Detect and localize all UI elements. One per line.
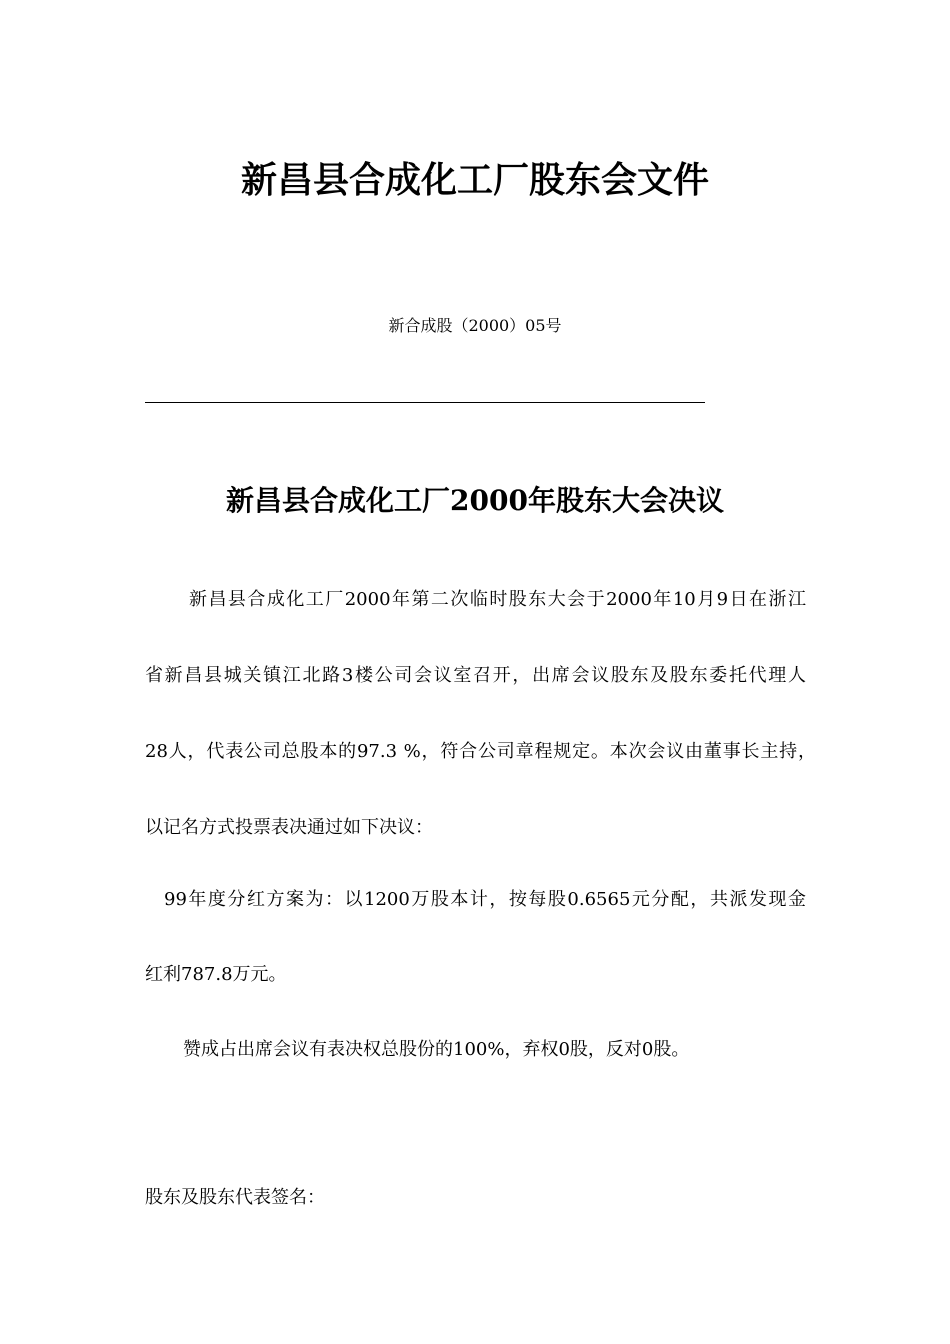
paragraph2-line2: 红利787.8万元。 bbox=[145, 964, 287, 985]
paragraph1-line1: 新昌县合成化工厂2000年第二次临时股东大会于2000年10月9日在浙江 bbox=[189, 589, 806, 610]
document-number: 新合成股（2000）05号 bbox=[388, 316, 562, 335]
paragraph2-line1: 99年度分红方案为：以1200万股本计，按每股0.6565元分配，共派发现金 bbox=[164, 889, 806, 910]
header-divider bbox=[145, 402, 705, 403]
paragraph1-line4: 以记名方式投票表决通过如下决议： bbox=[145, 817, 433, 838]
paragraph1-line2: 省新昌县城关镇江北路3楼公司会议室召开，出席会议股东及股东委托代理人 bbox=[145, 665, 806, 686]
resolution-title: 新昌县合成化工厂2000年股东大会决议 bbox=[226, 484, 724, 517]
paragraph3: 赞成占出席会议有表决权总股份的100%，弃权0股，反对0股。 bbox=[183, 1039, 690, 1060]
document-title: 新昌县合成化工厂股东会文件 bbox=[240, 159, 709, 201]
paragraph1-line3: 28人，代表公司总股本的97.3 %，符合公司章程规定。本次会议由董事长主持， bbox=[145, 741, 816, 762]
signature-label: 股东及股东代表签名： bbox=[145, 1187, 325, 1208]
